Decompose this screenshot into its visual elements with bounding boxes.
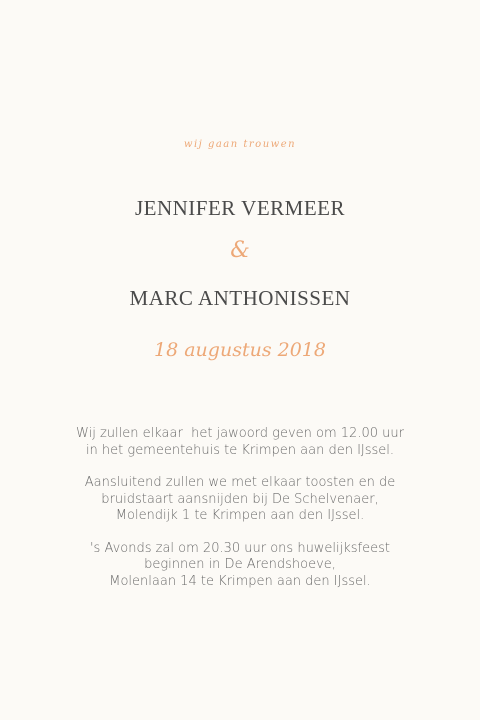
ceremony-line: in het gemeentehuis te Krimpen aan den IJssel. xyxy=(85,442,395,458)
ceremony-line: Wij zullen elkaar het jawoord geven om 12.00 uur xyxy=(76,426,404,441)
reception-line: bruidstaart aansnijden bij De Schelvenaer, xyxy=(101,491,379,507)
wedding-date: 18 augustus 2018 xyxy=(154,339,326,361)
party-line: 's Avonds zal om 20.30 uur ons huwelijksfeest xyxy=(89,540,391,556)
bride-name: JENNIFER VERMEER xyxy=(134,196,346,220)
groom-name: MARC ANTHONISSEN xyxy=(129,286,351,310)
party-paragraph xyxy=(40,541,440,591)
party-line: Molenlaan 14 te Krimpen aan den IJssel. xyxy=(109,573,371,589)
reception-paragraph xyxy=(40,475,440,525)
invitation-details xyxy=(40,426,440,606)
party-line: beginnen in De Arendshoeve, xyxy=(144,557,336,572)
tagline: wij gaan trouwen xyxy=(183,139,297,150)
ampersand: & xyxy=(230,238,250,263)
reception-line: Aansluitend zullen we met elkaar toosten en de xyxy=(84,475,396,490)
reception-line: Molendijk 1 te Krimpen aan den IJssel. xyxy=(115,508,365,523)
ceremony-paragraph xyxy=(40,426,440,459)
